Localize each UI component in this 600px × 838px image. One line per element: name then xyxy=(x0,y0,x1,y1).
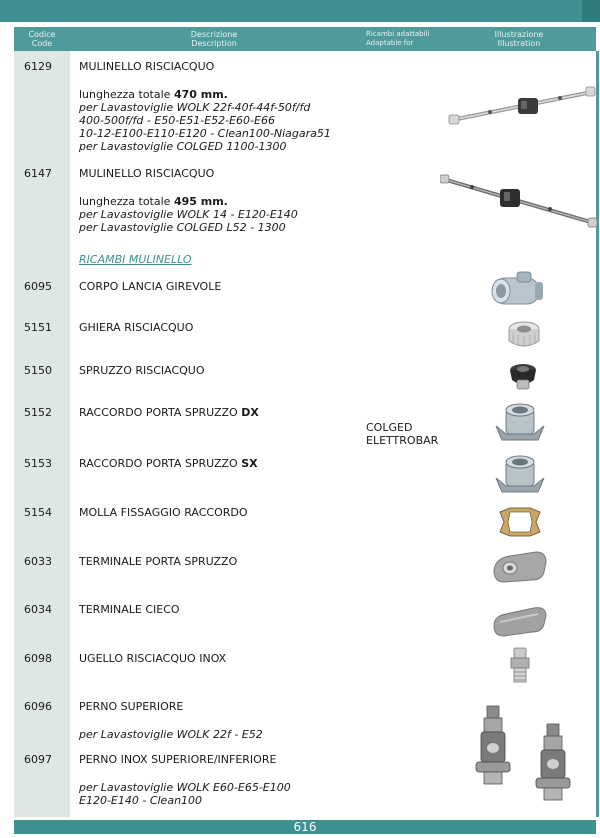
top-bar xyxy=(0,0,600,22)
item-code: 5152 xyxy=(24,406,52,419)
item-name: MULINELLO RISCIACQUO xyxy=(79,167,215,180)
item-detail: 400-500f/fd - E50-E51-E52-E60-E66 xyxy=(79,114,275,127)
rinse-arm-470-illustration xyxy=(448,84,596,128)
item-name: MOLLA FISSAGGIO RACCORDO xyxy=(79,506,248,519)
page-number: 616 xyxy=(14,820,596,834)
top-bar-corner xyxy=(582,0,600,22)
item-detail: per Lavastoviglie WOLK E60-E65-E100 xyxy=(79,781,291,794)
rinse-nozzle-illustration xyxy=(506,360,540,394)
item-code: 6097 xyxy=(24,753,52,766)
fixing-spring-illustration xyxy=(496,504,544,540)
item-code: 6147 xyxy=(24,167,52,180)
header-illustration: Illustrazione Illustration xyxy=(494,30,544,48)
nozzle-end-illustration xyxy=(490,546,550,588)
item-code: 6095 xyxy=(24,280,52,293)
item-code: 5154 xyxy=(24,506,52,519)
item-code: 6096 xyxy=(24,700,52,713)
inox-nozzle-illustration xyxy=(508,646,532,686)
item-code: 5153 xyxy=(24,457,52,470)
item-length: lunghezza totale 495 mm. xyxy=(79,195,228,208)
item-detail: per Lavastoviglie COLGED L52 - 1300 xyxy=(79,221,286,234)
item-length: lunghezza totale 470 mm. xyxy=(79,88,228,101)
blind-end-illustration xyxy=(490,600,550,640)
item-detail: E120-E140 - Clean100 xyxy=(79,794,203,807)
item-name: RACCORDO PORTA SPRUZZO DX xyxy=(79,406,259,419)
item-detail: per Lavastoviglie WOLK 22f - E52 xyxy=(79,728,263,741)
item-name: GHIERA RISCIACQUO xyxy=(79,321,194,334)
rinse-arm-495-illustration xyxy=(440,173,598,229)
item-name: RACCORDO PORTA SPRUZZO SX xyxy=(79,457,258,470)
item-name: CORPO LANCIA GIREVOLE xyxy=(79,280,222,293)
adaptable-for: COLGED ELETTROBAR xyxy=(366,421,439,447)
item-detail: per Lavastoviglie COLGED 1100-1300 xyxy=(79,140,287,153)
item-detail: per Lavastoviglie WOLK 14 - E120-E140 xyxy=(79,208,298,221)
item-code: 6098 xyxy=(24,652,52,665)
item-code: 5150 xyxy=(24,364,52,377)
item-detail: per Lavastoviglie WOLK 22f-40f-44f-50f/fd xyxy=(79,101,311,114)
table-header xyxy=(14,27,596,51)
item-name: UGELLO RISCIACQUO INOX xyxy=(79,652,227,665)
item-code: 6034 xyxy=(24,603,52,616)
header-code: Codice Code xyxy=(28,30,56,48)
item-code: 5151 xyxy=(24,321,52,334)
item-name: MULINELLO RISCIACQUO xyxy=(79,60,215,73)
spares-link[interactable]: RICAMBI MULINELLO xyxy=(79,253,192,266)
header-description: Descrizione Description xyxy=(190,30,238,48)
column-divider xyxy=(70,51,73,817)
swivel-body-illustration xyxy=(487,268,549,314)
header-adaptable: Ricambi adattabili Adaptable for xyxy=(366,30,430,47)
item-name: PERNO INOX SUPERIORE/INFERIORE xyxy=(79,753,277,766)
inox-pivot-illustration xyxy=(530,722,576,804)
item-code: 6033 xyxy=(24,555,52,568)
item-name: TERMINALE PORTA SPRUZZO xyxy=(79,555,238,568)
item-code: 6129 xyxy=(24,60,52,73)
upper-pivot-illustration xyxy=(470,704,516,788)
nozzle-holder-sx-illustration xyxy=(494,450,546,498)
item-name: SPRUZZO RISCIACQUO xyxy=(79,364,205,377)
item-detail: 10-12-E100-E110-E120 - Clean100-Niagara51 xyxy=(79,127,331,140)
nozzle-holder-dx-illustration xyxy=(494,400,546,446)
right-border xyxy=(596,51,599,817)
rinse-ring-illustration xyxy=(505,317,543,355)
item-name: PERNO SUPERIORE xyxy=(79,700,184,713)
item-name: TERMINALE CIECO xyxy=(79,603,180,616)
